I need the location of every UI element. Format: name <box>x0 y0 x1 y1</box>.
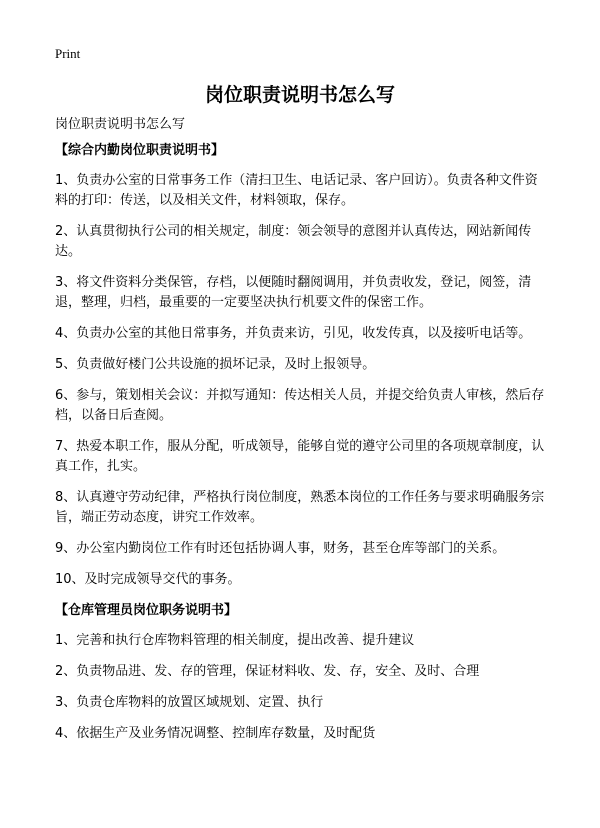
list-item: 3、负责仓库物料的放置区域规划、定置、执行 <box>55 695 324 710</box>
list-item: 10、及时完成领导交代的事务。 <box>55 572 241 587</box>
list-item: 3、将文件资料分类保管，存档，以便随时翻阅调用，并负责收发，登记，阅签，清退，整理，归档，最重要的一定要坚决执行机要文件的保密工作。 <box>55 275 532 310</box>
list-item: 7、热爱本职工作，服从分配，听成领导，能够自觉的遵守公司里的各项规章制度，认真工作，扎实。 <box>55 439 545 474</box>
section-general-office <box>55 141 550 590</box>
section-heading: 【仓库管理员岗位职务说明书】 <box>55 603 238 618</box>
document-body <box>55 115 550 755</box>
list-item: 2、负责物品进、发、存的管理，保证材料收、发、存，安全、及时、合理 <box>55 664 480 679</box>
print-label: Print <box>55 46 81 61</box>
list-item: 9、办公室内勤岗位工作有时还包括协调人事，财务，甚至仓库等部门的关系。 <box>55 541 506 556</box>
section-heading: 【综合内勤岗位职责说明书】 <box>55 143 225 158</box>
list-item: 1、负责办公室的日常事务工作（清扫卫生、电话记录、客户回访）。负责各种文件资料的打印：传送，以及相关文件，材料领取，保存。 <box>55 173 538 208</box>
document-subtitle: 岗位职责说明书怎么写 <box>55 117 186 132</box>
list-item: 5、负责做好楼门公共设施的损坏记录，及时上报领导。 <box>55 357 376 372</box>
list-item: 2、认真贯彻执行公司的相关规定，制度：领会领导的意图并认真传达，网站新闻传达。 <box>55 224 532 259</box>
list-item: 1、完善和执行仓库物料管理的相关制度，提出改善、提升建议 <box>55 633 415 648</box>
list-item: 6、参与，策划相关会议：并拟写通知：传达相关人员，并提交给负责人审核，然后存档，以备日后查阅。 <box>55 388 545 423</box>
page-title: 岗位职责说明书怎么写 <box>204 84 395 106</box>
list-item: 4、依据生产及业务情况调整、控制库存数量，及时配货 <box>55 726 376 741</box>
list-item: 8、认真遵守劳动纪律，严格执行岗位制度，熟悉本岗位的工作任务与要求明确服务宗旨，端正劳动态度，讲究工作效率。 <box>55 490 545 525</box>
list-item: 4、负责办公室的其他日常事务，并负责来访，引见，收发传真，以及接听电话等。 <box>55 326 532 341</box>
section-warehouse-manager <box>55 601 550 744</box>
